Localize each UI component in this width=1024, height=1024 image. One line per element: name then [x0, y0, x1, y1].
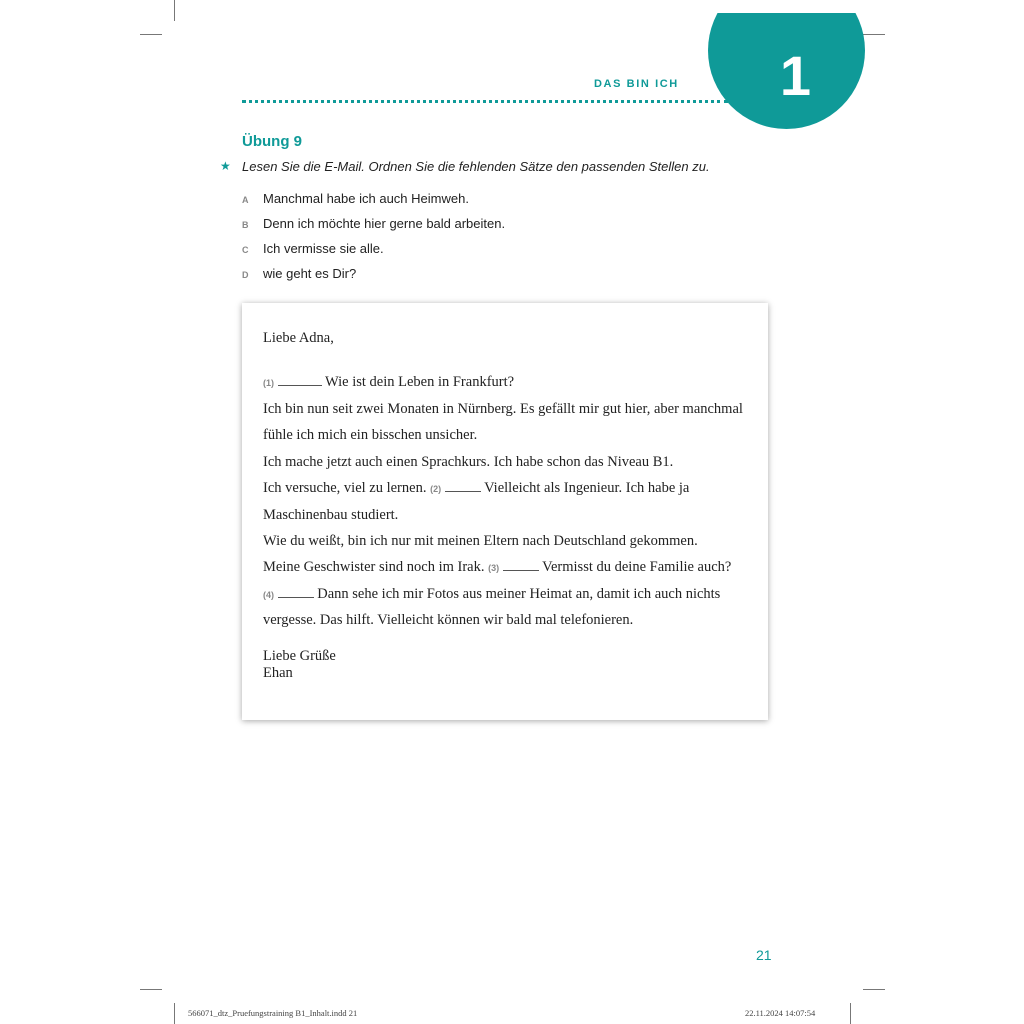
gap-number: (1): [263, 378, 274, 388]
email-line: fühle ich mich ein bisschen unsicher.: [263, 427, 478, 443]
answer-blank[interactable]: [503, 560, 539, 571]
page-number: 21: [756, 947, 772, 963]
option-a: [242, 191, 469, 206]
dotted-divider: [242, 100, 728, 103]
footer-file-label: 566071_dtz_Pruefungstraining B1_Inhalt.indd 21: [188, 1008, 358, 1018]
option-letter: B: [242, 220, 249, 230]
email-greeting: Liebe Adna,: [263, 330, 334, 346]
crop-mark: [174, 0, 175, 21]
email-line: vergesse. Das hilft. Vielleicht können wir bald mal telefonieren.: [263, 612, 634, 628]
option-b: [242, 216, 505, 231]
crop-mark: [140, 989, 162, 990]
answer-blank[interactable]: [278, 375, 322, 386]
gap-number: (3): [488, 563, 500, 573]
section-title: DAS BIN ICH: [594, 78, 679, 90]
gap-number: (2): [430, 484, 442, 494]
email-text: Dann sehe ich mir Fotos aus meiner Heimat an, damit ich auch nichts: [317, 586, 721, 602]
email-signature: Ehan: [263, 665, 293, 681]
email-closing: Liebe Grüße: [263, 648, 336, 664]
email-line: Wie du weißt, bin ich nur mit meinen Eltern nach Deutschland gekommen.: [263, 533, 698, 549]
email-line: [263, 374, 514, 391]
option-text: Denn ich möchte hier gerne bald arbeiten.: [263, 216, 506, 231]
crop-mark: [140, 34, 162, 35]
exercise-instruction: Lesen Sie die E-Mail. Ordnen Sie die fehlenden Sätze den passenden Stellen zu.: [242, 159, 710, 174]
chapter-number: 1: [779, 44, 812, 107]
email-line: [263, 480, 689, 497]
option-text: Manchmal habe ich auch Heimweh.: [263, 191, 469, 206]
crop-mark: [174, 1003, 175, 1024]
answer-blank[interactable]: [445, 481, 481, 492]
email-text: Vielleicht als Ingenieur. Ich habe ja: [484, 480, 690, 496]
exercise-title: Übung 9: [242, 133, 302, 150]
email-text: Ich versuche, viel zu lernen.: [263, 480, 427, 496]
crop-mark: [863, 989, 885, 990]
option-d: [242, 266, 356, 281]
gap-number: (4): [263, 590, 274, 600]
option-letter: C: [242, 245, 249, 255]
option-text: wie geht es Dir?: [263, 266, 357, 281]
option-letter: A: [242, 195, 249, 205]
option-letter: D: [242, 270, 249, 280]
star-icon: ★: [220, 159, 231, 173]
option-text: Ich vermisse sie alle.: [263, 241, 384, 256]
email-text: Vermisst du deine Familie auch?: [542, 559, 732, 575]
page-trim: [700, 0, 880, 13]
email-text: Meine Geschwister sind noch im Irak.: [263, 559, 485, 575]
email-line: [263, 559, 731, 576]
crop-mark: [863, 34, 885, 35]
answer-blank[interactable]: [278, 587, 314, 598]
email-line: [263, 586, 720, 603]
email-text: Wie ist dein Leben in Frankfurt?: [325, 374, 515, 390]
email-line: Ich mache jetzt auch einen Sprachkurs. Ich habe schon das Niveau B1.: [263, 454, 674, 470]
email-line: Ich bin nun seit zwei Monaten in Nürnberg. Es gefällt mir gut hier, aber manchmal: [263, 401, 743, 417]
crop-mark: [850, 1003, 851, 1024]
footer-timestamp: 22.11.2024 14:07:54: [745, 1008, 816, 1018]
email-line: Maschinenbau studiert.: [263, 507, 399, 523]
option-c: [242, 241, 384, 256]
